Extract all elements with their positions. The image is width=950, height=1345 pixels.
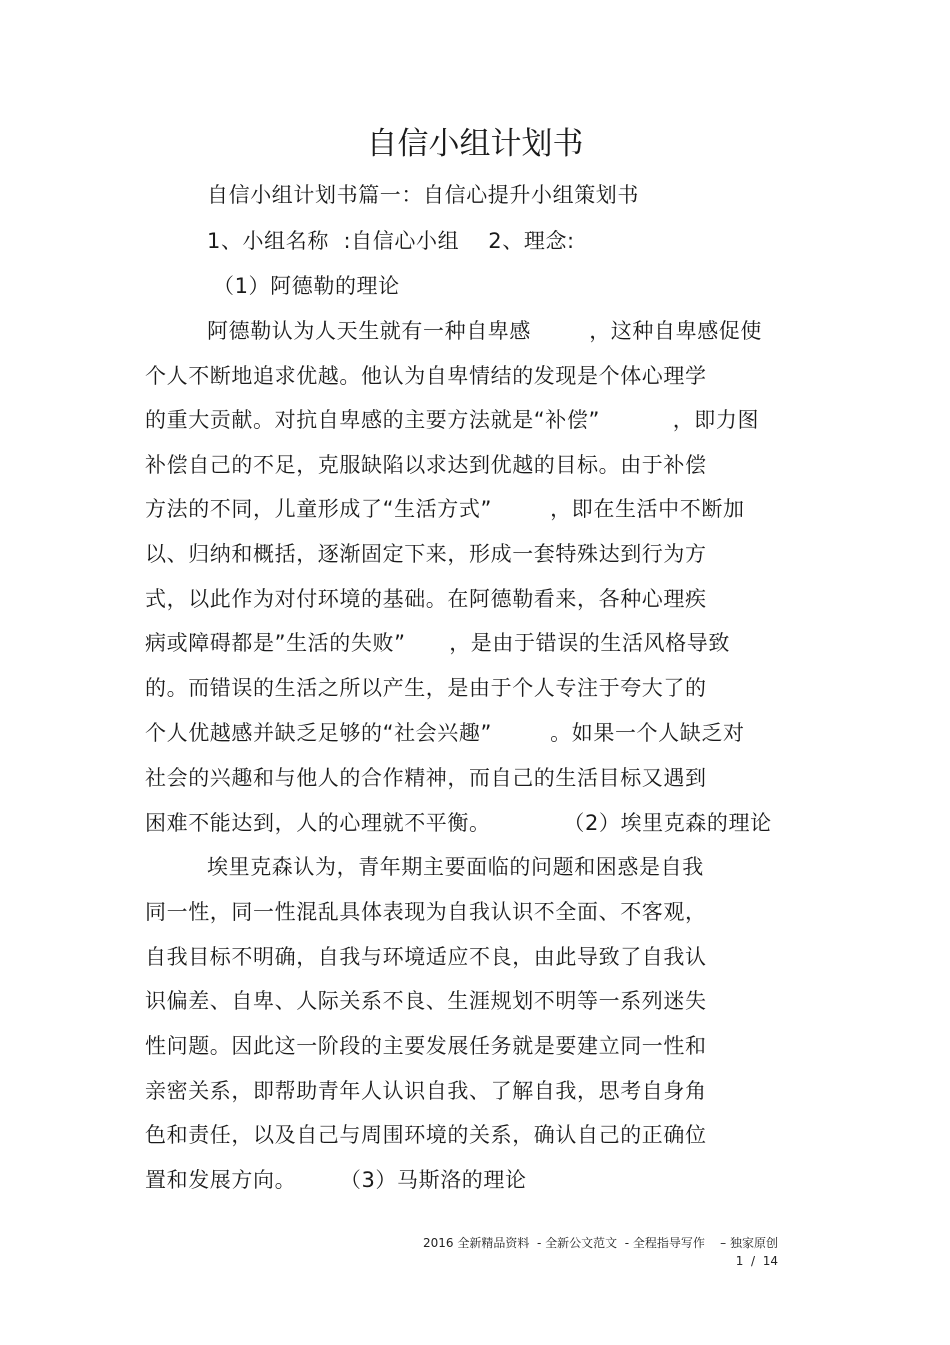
paragraph-line: 社会的兴趣和与他人的合作精神，而自己的生活目标又遇到 [145, 766, 707, 790]
group-name-line: 1、小组名称 :自信心小组 2、理念: [207, 229, 575, 253]
document-title: 自信小组计划书 [366, 126, 584, 162]
paragraph-line: 的。而错误的生活之所以产生，是由于个人专注于夸大了的 [145, 676, 707, 700]
paragraph-line: 式，以此作为对付环境的基础。在阿德勒看来，各种心理疾 [145, 587, 707, 611]
paragraph-line: 以、归纳和概括，逐渐固定下来，形成一套特殊达到行为方 [145, 542, 707, 566]
paragraph-line: 困难不能达到，人的心理就不平衡。 （2）埃里克森的理论 [145, 811, 772, 835]
paragraph-line: 性问题。因此这一阶段的主要发展任务就是要建立同一性和 [145, 1034, 707, 1058]
footer-source-text: 2016 全新精品资料 - 全新公文范文 - 全程指导写作 – 独家原创 [423, 1236, 778, 1250]
section-heading-adler: （1）阿德勒的理论 [213, 274, 400, 298]
paragraph-line: 色和责任，以及自己与周围环境的关系，确认自己的正确位 [145, 1123, 707, 1147]
paragraph-line: 补偿自己的不足，克服缺陷以求达到优越的目标。由于补偿 [145, 453, 707, 477]
paragraph-line: 识偏差、自卑、人际关系不良、生涯规划不明等一系列迷失 [145, 989, 707, 1013]
page-number: 1 / 14 [735, 1254, 778, 1268]
paragraph-line: 同一性，同一性混乱具体表现为自我认识不全面、不客观， [145, 900, 707, 924]
subtitle-line: 自信小组计划书篇一：自信心提升小组策划书 [207, 183, 639, 207]
paragraph-line: 方法的不同，儿童形成了“生活方式” ，即在生活中不断加 [145, 497, 745, 521]
paragraph-line: 置和发展方向。 （3）马斯洛的理论 [145, 1168, 527, 1192]
paragraph-line: 埃里克森认为，青年期主要面临的问题和困惑是自我 [207, 855, 704, 879]
paragraph-line: 亲密关系，即帮助青年人认识自我、了解自我，思考自身角 [145, 1079, 707, 1103]
paragraph-line: 的重大贡献。对抗自卑感的主要方法就是“补偿” ，即力图 [145, 408, 760, 432]
paragraph-line: 阿德勒认为人天生就有一种自卑感 ，这种自卑感促使 [207, 319, 762, 343]
paragraph-line: 病或障碍都是”生活的失败” ，是由于错误的生活风格导致 [145, 631, 731, 655]
paragraph-line: 自我目标不明确，自我与环境适应不良，由此导致了自我认 [145, 945, 707, 969]
paragraph-line: 个人不断地追求优越。他认为自卑情结的发现是个体心理学 [145, 364, 707, 388]
paragraph-line: 个人优越感并缺乏足够的“社会兴趣” 。如果一个人缺乏对 [145, 721, 745, 745]
